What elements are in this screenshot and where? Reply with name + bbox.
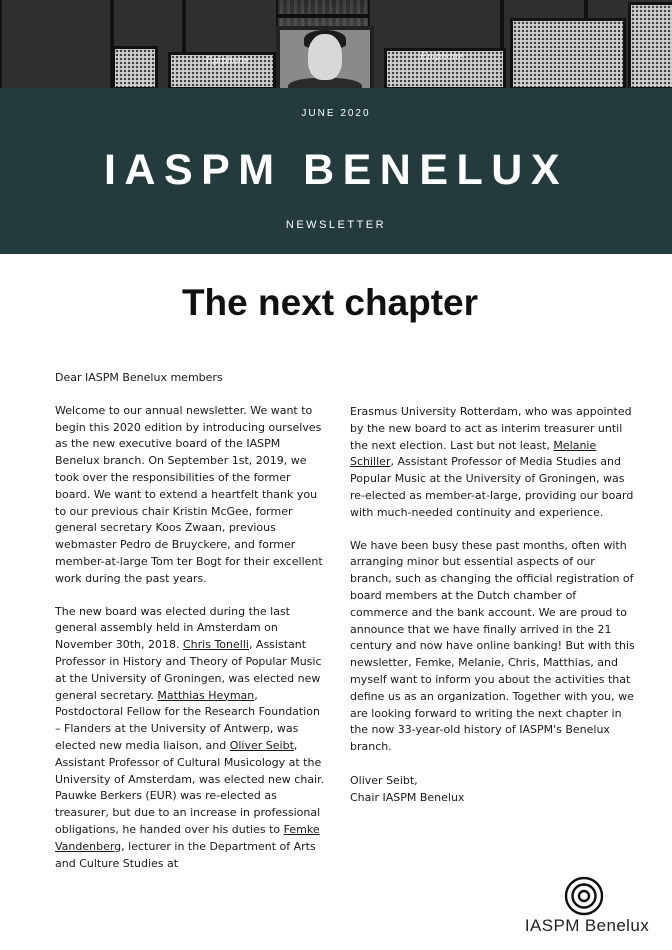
paragraph-activities: We have been busy these past months, often with arranging minor but essential aspects of our branch, such as changing the official registration of board members at the Dutch chamber of commerce and the bank account. We are proud to announce that we have finally arrived in the 21 century and now have online banking! But with this newsletter, Femke, Melanie, Chris, Matthias, and myself want to inform you about the activities that define us as an organization. Together with you, we are looking forward to writing the next chapter in the now 33-year-old history of IASPM's Benelux branch. — [350, 538, 635, 754]
speaker-cabinet-left — [112, 46, 158, 88]
paragraph-board-text: , Assistant Professor of Media Studies and Popular Music at the University of Groningen, was re-elected as member-at-large, providing our board with much-needed continuity and experience. — [350, 455, 634, 519]
portrait-tv — [276, 26, 374, 88]
article-column-left — [55, 370, 325, 872]
footer-logo-text: IASPM Benelux — [524, 916, 650, 935]
greeting: Dear IASPM Benelux members — [55, 371, 223, 384]
article-column-right — [350, 404, 635, 807]
paragraph-board-text: , lecturer in the Department of Arts and Culture Studies at — [55, 839, 316, 870]
amp-brand-label: Epiphone — [206, 56, 250, 66]
link-femke-vandenberg[interactable]: Femke Vandenberg — [55, 822, 320, 853]
link-matthias-heyman[interactable]: Matthias Heyman — [157, 688, 255, 702]
speaker-cabinet-right — [510, 18, 626, 88]
paragraph-board-text: , Postdoctoral Fellow for the Research Foundation – Flanders at the University of Antwerp, was elected new media liaison, and — [55, 688, 320, 752]
link-oliver-seibt[interactable]: Oliver Seibt — [229, 738, 294, 752]
masthead-subtitle: NEWSLETTER — [285, 219, 387, 231]
paragraph-board — [55, 604, 325, 873]
article-headline: The next chapter — [181, 282, 479, 323]
header-photo-banner — [0, 0, 672, 88]
tv-screen-far-right — [628, 2, 672, 88]
amp-brand-label-right: Epiphone — [420, 52, 464, 62]
issue-date: JUNE 2020 — [301, 108, 371, 119]
newsletter-header — [0, 88, 672, 254]
link-chris-tonelli[interactable]: Chris Tonelli — [182, 638, 249, 652]
paragraph-board-continued — [350, 404, 635, 522]
footer-logo — [509, 876, 665, 940]
signoff-name: Oliver Seibt, — [350, 773, 418, 787]
masthead-title: IASPM BENELUX — [103, 146, 569, 194]
link-melanie-schiller[interactable]: Melanie Schiller — [350, 438, 597, 469]
paragraph-board-text: , Assistant Professor in History and Theory of Popular Music at the University of Groningen, was elected new general secretary. — [55, 638, 322, 702]
paragraph-board-text: Erasmus University Rotterdam, who was appointed by the new board to act as interim treasurer until the next election. Last but not least, — [350, 405, 632, 452]
signoff-role: Chair IASPM Benelux — [350, 790, 465, 804]
paragraph-board-text: , Assistant Professor of Cultural Musicology at the University of Amsterdam, was elected new chair. Pauwke Berkers (EUR) was re-elected as treasurer, but due to an increase in professional obligations, he handed over his duties to — [55, 738, 325, 836]
paragraph-intro: Welcome to our annual newsletter. We want to begin this 2020 edition by introducing ourselves as the new executive board of the IASPM Benelux branch. On September 1st, 2019, we took over the responsibilities of the former board. We want to extend a heartfelt thank you to our previous chair Kristin McGee, former general secretary Koos Zwaan, previous webmaster Pedro de Bruyckere, and former member-at-large Tom ter Bogt for their excellent work during the past years. — [55, 403, 323, 585]
paragraph-board-text: The new board was elected during the last general assembly held in Amsterdam on November 30th, 2018. — [55, 604, 290, 652]
concentric-circles-logo-icon — [564, 876, 604, 916]
